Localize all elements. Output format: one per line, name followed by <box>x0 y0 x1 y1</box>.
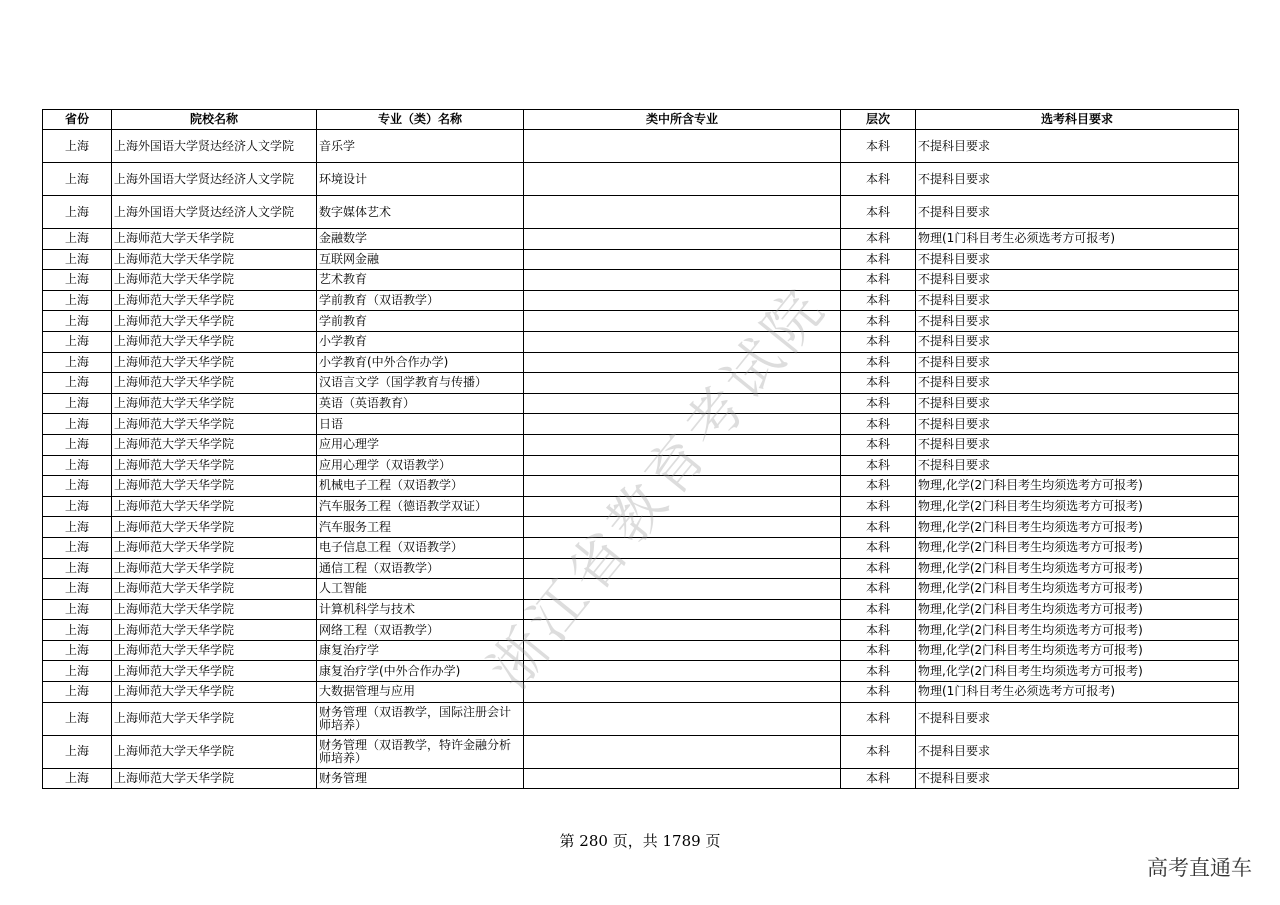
cell-included-majors <box>524 579 841 600</box>
cell-province: 上海 <box>43 682 112 703</box>
table-row <box>43 393 1239 414</box>
cell-level: 本科 <box>841 517 916 538</box>
cell-included-majors <box>524 130 841 163</box>
cell-included-majors <box>524 661 841 682</box>
cell-included-majors <box>524 682 841 703</box>
cell-major: 英语（英语教育） <box>317 393 524 414</box>
table-row <box>43 270 1239 291</box>
cell-level: 本科 <box>841 130 916 163</box>
cell-requirement: 物理,化学(2门科目考生均须选考方可报考) <box>916 599 1239 620</box>
footer-page-current: 280 <box>579 832 608 850</box>
table-row <box>43 768 1239 789</box>
cell-level: 本科 <box>841 249 916 270</box>
cell-province: 上海 <box>43 249 112 270</box>
table-row <box>43 682 1239 703</box>
cell-province: 上海 <box>43 496 112 517</box>
cell-school: 上海师范大学天华学院 <box>112 579 317 600</box>
cell-requirement: 不提科目要求 <box>916 393 1239 414</box>
footer-page-total: 1789 <box>662 832 701 850</box>
cell-major: 计算机科学与技术 <box>317 599 524 620</box>
footer-middle: 页，共 <box>612 832 658 850</box>
cell-province: 上海 <box>43 229 112 250</box>
cell-included-majors <box>524 331 841 352</box>
page-footer <box>0 830 1280 851</box>
admission-requirements-table <box>42 109 1239 789</box>
cell-major: 通信工程（双语教学） <box>317 558 524 579</box>
cell-school: 上海外国语大学贤达经济人文学院 <box>112 196 317 229</box>
cell-level: 本科 <box>841 682 916 703</box>
cell-school: 上海师范大学天华学院 <box>112 661 317 682</box>
table-row <box>43 537 1239 558</box>
cell-included-majors <box>524 434 841 455</box>
cell-requirement: 不提科目要求 <box>916 163 1239 196</box>
table-row <box>43 558 1239 579</box>
table-row <box>43 373 1239 394</box>
cell-level: 本科 <box>841 455 916 476</box>
cell-province: 上海 <box>43 130 112 163</box>
cell-major: 康复治疗学(中外合作办学) <box>317 661 524 682</box>
cell-included-majors <box>524 196 841 229</box>
cell-province: 上海 <box>43 599 112 620</box>
cell-major: 人工智能 <box>317 579 524 600</box>
cell-level: 本科 <box>841 496 916 517</box>
footer-suffix: 页 <box>705 832 721 850</box>
table-row <box>43 599 1239 620</box>
cell-included-majors <box>524 249 841 270</box>
cell-school: 上海师范大学天华学院 <box>112 537 317 558</box>
cell-level: 本科 <box>841 599 916 620</box>
cell-major: 机械电子工程（双语教学） <box>317 476 524 497</box>
cell-province: 上海 <box>43 290 112 311</box>
cell-province: 上海 <box>43 640 112 661</box>
cell-level: 本科 <box>841 768 916 789</box>
cell-school: 上海外国语大学贤达经济人文学院 <box>112 163 317 196</box>
cell-province: 上海 <box>43 434 112 455</box>
table-row <box>43 476 1239 497</box>
cell-major: 大数据管理与应用 <box>317 682 524 703</box>
cell-level: 本科 <box>841 579 916 600</box>
cell-level: 本科 <box>841 414 916 435</box>
cell-school: 上海师范大学天华学院 <box>112 434 317 455</box>
cell-requirement: 不提科目要求 <box>916 455 1239 476</box>
cell-level: 本科 <box>841 640 916 661</box>
header-major: 专业（类）名称 <box>317 110 524 130</box>
cell-school: 上海外国语大学贤达经济人文学院 <box>112 130 317 163</box>
cell-province: 上海 <box>43 163 112 196</box>
cell-level: 本科 <box>841 702 916 735</box>
cell-requirement: 物理,化学(2门科目考生均须选考方可报考) <box>916 476 1239 497</box>
cell-level: 本科 <box>841 196 916 229</box>
cell-included-majors <box>524 768 841 789</box>
cell-requirement: 不提科目要求 <box>916 270 1239 291</box>
cell-level: 本科 <box>841 311 916 332</box>
cell-level: 本科 <box>841 163 916 196</box>
cell-province: 上海 <box>43 476 112 497</box>
table-row <box>43 620 1239 641</box>
cell-included-majors <box>524 620 841 641</box>
cell-included-majors <box>524 599 841 620</box>
table-row <box>43 290 1239 311</box>
cell-school: 上海师范大学天华学院 <box>112 455 317 476</box>
brand-logo-text: 高考直通车 <box>1147 856 1252 880</box>
cell-level: 本科 <box>841 537 916 558</box>
table-row <box>43 163 1239 196</box>
cell-included-majors <box>524 702 841 735</box>
cell-province: 上海 <box>43 620 112 641</box>
cell-major: 艺术教育 <box>317 270 524 291</box>
table-row <box>43 496 1239 517</box>
cell-level: 本科 <box>841 270 916 291</box>
table-row <box>43 130 1239 163</box>
cell-province: 上海 <box>43 661 112 682</box>
watermark: 浙江省教育考试院 <box>477 274 840 702</box>
cell-included-majors <box>524 558 841 579</box>
cell-included-majors <box>524 229 841 250</box>
cell-province: 上海 <box>43 537 112 558</box>
cell-included-majors <box>524 476 841 497</box>
cell-province: 上海 <box>43 702 112 735</box>
cell-requirement: 物理(1门科目考生必须选考方可报考) <box>916 682 1239 703</box>
cell-school: 上海师范大学天华学院 <box>112 249 317 270</box>
cell-level: 本科 <box>841 476 916 497</box>
table-row <box>43 455 1239 476</box>
cell-major: 网络工程（双语教学） <box>317 620 524 641</box>
cell-requirement: 物理,化学(2门科目考生均须选考方可报考) <box>916 517 1239 538</box>
cell-requirement: 不提科目要求 <box>916 373 1239 394</box>
table-body <box>43 130 1239 789</box>
header-requirement: 选考科目要求 <box>916 110 1239 130</box>
cell-requirement: 不提科目要求 <box>916 352 1239 373</box>
footer-prefix: 第 <box>559 832 575 850</box>
table-row <box>43 434 1239 455</box>
cell-major: 金融数学 <box>317 229 524 250</box>
cell-school: 上海师范大学天华学院 <box>112 290 317 311</box>
cell-requirement: 物理,化学(2门科目考生均须选考方可报考) <box>916 558 1239 579</box>
cell-school: 上海师范大学天华学院 <box>112 352 317 373</box>
table-header-row <box>43 110 1239 130</box>
cell-level: 本科 <box>841 558 916 579</box>
cell-province: 上海 <box>43 373 112 394</box>
cell-level: 本科 <box>841 434 916 455</box>
cell-school: 上海师范大学天华学院 <box>112 414 317 435</box>
table-row <box>43 517 1239 538</box>
cell-school: 上海师范大学天华学院 <box>112 393 317 414</box>
table-row <box>43 196 1239 229</box>
header-school: 院校名称 <box>112 110 317 130</box>
cell-requirement: 不提科目要求 <box>916 702 1239 735</box>
cell-province: 上海 <box>43 558 112 579</box>
cell-included-majors <box>524 163 841 196</box>
cell-requirement: 不提科目要求 <box>916 130 1239 163</box>
cell-requirement: 不提科目要求 <box>916 414 1239 435</box>
cell-province: 上海 <box>43 393 112 414</box>
cell-province: 上海 <box>43 455 112 476</box>
cell-school: 上海师范大学天华学院 <box>112 702 317 735</box>
cell-included-majors <box>524 311 841 332</box>
cell-included-majors <box>524 414 841 435</box>
table-row <box>43 311 1239 332</box>
cell-major: 环境设计 <box>317 163 524 196</box>
cell-school: 上海师范大学天华学院 <box>112 599 317 620</box>
table-row <box>43 229 1239 250</box>
cell-requirement: 物理,化学(2门科目考生均须选考方可报考) <box>916 496 1239 517</box>
table-row <box>43 702 1239 735</box>
cell-requirement: 物理(1门科目考生必须选考方可报考) <box>916 229 1239 250</box>
cell-province: 上海 <box>43 735 112 768</box>
cell-major: 汽车服务工程（德语教学双证） <box>317 496 524 517</box>
cell-major: 小学教育(中外合作办学) <box>317 352 524 373</box>
cell-level: 本科 <box>841 735 916 768</box>
cell-major: 小学教育 <box>317 331 524 352</box>
cell-major: 康复治疗学 <box>317 640 524 661</box>
cell-school: 上海师范大学天华学院 <box>112 558 317 579</box>
cell-school: 上海师范大学天华学院 <box>112 768 317 789</box>
table-row <box>43 735 1239 768</box>
cell-province: 上海 <box>43 517 112 538</box>
cell-major: 日语 <box>317 414 524 435</box>
cell-requirement: 不提科目要求 <box>916 196 1239 229</box>
cell-major: 学前教育 <box>317 311 524 332</box>
cell-requirement: 物理,化学(2门科目考生均须选考方可报考) <box>916 620 1239 641</box>
cell-school: 上海师范大学天华学院 <box>112 496 317 517</box>
header-level: 层次 <box>841 110 916 130</box>
cell-school: 上海师范大学天华学院 <box>112 640 317 661</box>
table-row <box>43 640 1239 661</box>
cell-level: 本科 <box>841 373 916 394</box>
cell-province: 上海 <box>43 414 112 435</box>
cell-province: 上海 <box>43 331 112 352</box>
cell-requirement: 不提科目要求 <box>916 311 1239 332</box>
cell-major: 音乐学 <box>317 130 524 163</box>
cell-included-majors <box>524 290 841 311</box>
cell-requirement: 不提科目要求 <box>916 768 1239 789</box>
cell-major: 财务管理（双语教学，国际注册会计师培养） <box>317 702 524 735</box>
cell-included-majors <box>524 735 841 768</box>
table-row <box>43 331 1239 352</box>
cell-major: 财务管理（双语教学，特许金融分析师培养） <box>317 735 524 768</box>
cell-province: 上海 <box>43 352 112 373</box>
cell-included-majors <box>524 352 841 373</box>
cell-school: 上海师范大学天华学院 <box>112 476 317 497</box>
cell-major: 学前教育（双语教学） <box>317 290 524 311</box>
cell-included-majors <box>524 455 841 476</box>
cell-province: 上海 <box>43 768 112 789</box>
cell-school: 上海师范大学天华学院 <box>112 620 317 641</box>
cell-school: 上海师范大学天华学院 <box>112 682 317 703</box>
cell-major: 应用心理学（双语教学） <box>317 455 524 476</box>
cell-requirement: 物理,化学(2门科目考生均须选考方可报考) <box>916 579 1239 600</box>
header-included-majors: 类中所含专业 <box>524 110 841 130</box>
cell-level: 本科 <box>841 229 916 250</box>
table-row <box>43 661 1239 682</box>
cell-requirement: 物理,化学(2门科目考生均须选考方可报考) <box>916 640 1239 661</box>
cell-requirement: 不提科目要求 <box>916 249 1239 270</box>
cell-included-majors <box>524 537 841 558</box>
cell-included-majors <box>524 517 841 538</box>
cell-level: 本科 <box>841 393 916 414</box>
cell-school: 上海师范大学天华学院 <box>112 229 317 250</box>
cell-province: 上海 <box>43 196 112 229</box>
cell-major: 汽车服务工程 <box>317 517 524 538</box>
cell-province: 上海 <box>43 311 112 332</box>
cell-province: 上海 <box>43 579 112 600</box>
cell-included-majors <box>524 270 841 291</box>
cell-school: 上海师范大学天华学院 <box>112 270 317 291</box>
cell-province: 上海 <box>43 270 112 291</box>
cell-included-majors <box>524 393 841 414</box>
cell-included-majors <box>524 496 841 517</box>
cell-included-majors <box>524 640 841 661</box>
cell-requirement: 不提科目要求 <box>916 434 1239 455</box>
cell-level: 本科 <box>841 352 916 373</box>
cell-major: 汉语言文学（国学教育与传播） <box>317 373 524 394</box>
cell-requirement: 物理,化学(2门科目考生均须选考方可报考) <box>916 537 1239 558</box>
cell-major: 电子信息工程（双语教学） <box>317 537 524 558</box>
cell-school: 上海师范大学天华学院 <box>112 373 317 394</box>
cell-major: 数字媒体艺术 <box>317 196 524 229</box>
table-row <box>43 249 1239 270</box>
header-province: 省份 <box>43 110 112 130</box>
cell-level: 本科 <box>841 331 916 352</box>
cell-major: 财务管理 <box>317 768 524 789</box>
cell-school: 上海师范大学天华学院 <box>112 331 317 352</box>
table-row <box>43 579 1239 600</box>
cell-requirement: 不提科目要求 <box>916 290 1239 311</box>
cell-level: 本科 <box>841 620 916 641</box>
cell-major: 互联网金融 <box>317 249 524 270</box>
table-row <box>43 352 1239 373</box>
cell-included-majors <box>524 373 841 394</box>
cell-level: 本科 <box>841 290 916 311</box>
cell-major: 应用心理学 <box>317 434 524 455</box>
table-row <box>43 414 1239 435</box>
cell-school: 上海师范大学天华学院 <box>112 735 317 768</box>
cell-school: 上海师范大学天华学院 <box>112 311 317 332</box>
cell-requirement: 不提科目要求 <box>916 331 1239 352</box>
cell-requirement: 物理,化学(2门科目考生均须选考方可报考) <box>916 661 1239 682</box>
cell-school: 上海师范大学天华学院 <box>112 517 317 538</box>
cell-level: 本科 <box>841 661 916 682</box>
cell-requirement: 不提科目要求 <box>916 735 1239 768</box>
